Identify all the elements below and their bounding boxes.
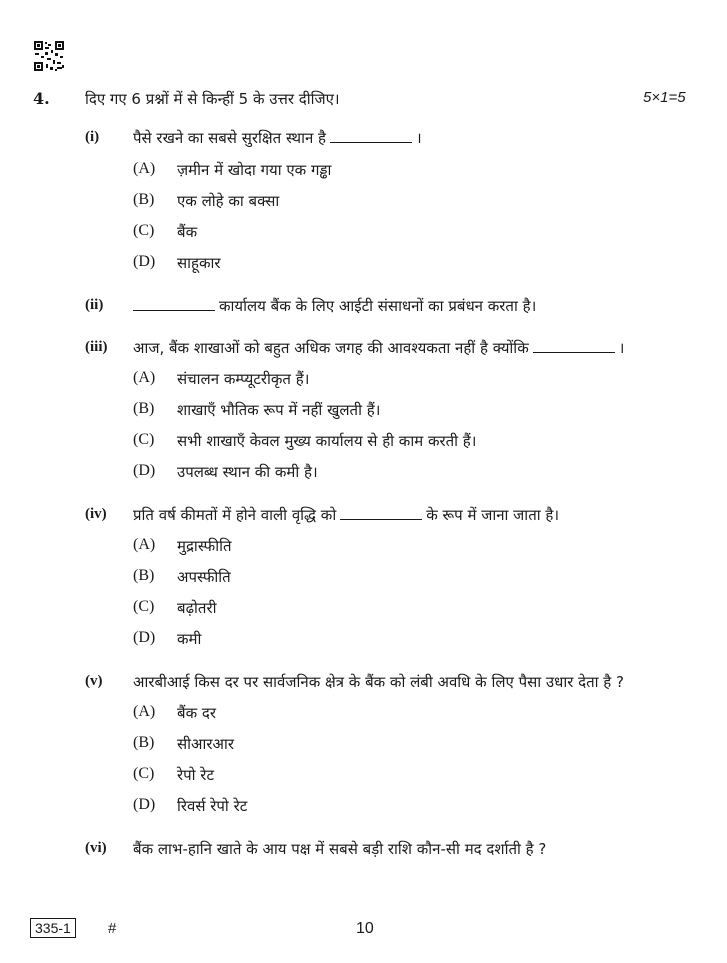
item-stem-i: पैसे रखने का सबसे सुरक्षित स्थान है । (133, 129, 422, 147)
option-text: बैंक (177, 223, 198, 241)
question-instruction: दिए गए 6 प्रश्नों में से किन्हीं 5 के उत्तर दीजिए। (85, 90, 340, 108)
marks: 5×1=5 (643, 89, 686, 106)
item-label-iii: (iii) (85, 339, 108, 355)
option-text: सीआरआर (177, 735, 234, 753)
option-text: साहूकार (177, 254, 221, 272)
option-key: (D) (133, 253, 156, 270)
option-key: (A) (133, 703, 156, 720)
option-key: (D) (133, 796, 156, 813)
option-key: (B) (133, 191, 155, 208)
option-text: उपलब्ध स्थान की कमी है। (177, 463, 318, 481)
item-label-iv: (iv) (85, 506, 107, 522)
footer-hash: # (108, 920, 117, 937)
answer-blank (533, 351, 615, 353)
option-text: अपस्फीति (177, 568, 231, 586)
option-text: रिवर्स रेपो रेट (177, 797, 248, 815)
option-key: (A) (133, 369, 156, 386)
option-text: शाखाएँ भौतिक रूप में नहीं खुलती हैं। (177, 401, 381, 419)
option-text: एक लोहे का बक्सा (177, 192, 280, 210)
item-stem-ii: कार्यालय बैंक के लिए आईटी संसाधनों का प्रबंधन करता है। (133, 296, 536, 316)
option-text: संचालन कम्प्यूटरीकृत हैं। (177, 370, 310, 388)
option-key: (A) (133, 536, 156, 553)
option-key: (D) (133, 629, 156, 646)
qr-code-icon (33, 40, 65, 72)
item-label-i: (i) (85, 129, 100, 145)
option-key: (A) (133, 160, 156, 177)
option-text: सभी शाखाएँ केवल मुख्य कार्यालय से ही काम करती हैं। (177, 432, 477, 450)
item-label-v: (v) (85, 673, 103, 689)
option-key: (B) (133, 400, 155, 417)
answer-blank (340, 518, 422, 520)
option-key: (B) (133, 734, 155, 751)
item-stem-v: आरबीआई किस दर पर सार्वजनिक क्षेत्र के बैंक को लंबी अवधि के लिए पैसा उधार देता है ? (133, 673, 624, 691)
paper-code: 335-1 (30, 918, 76, 938)
item-stem-vi: बैंक लाभ-हानि खाते के आय पक्ष में सबसे बड़ी राशि कौन-सी मद दर्शाती है ? (133, 840, 547, 858)
option-key: (B) (133, 567, 155, 584)
answer-blank (330, 141, 412, 143)
item-label-vi: (vi) (85, 840, 107, 856)
option-key: (C) (133, 765, 155, 782)
option-text: बढ़ोतरी (177, 599, 217, 617)
option-text: बैंक दर (177, 704, 216, 722)
option-key: (D) (133, 462, 156, 479)
option-text: मुद्रास्फीति (177, 537, 232, 555)
item-stem-iv: प्रति वर्ष कीमतों में होने वाली वृद्धि को के रूप में जाना जाता है। (133, 506, 560, 524)
option-text: ज़मीन में खोदा गया एक गड्ढा (177, 161, 332, 179)
answer-blank (133, 309, 215, 311)
option-text: कमी (177, 630, 202, 648)
option-key: (C) (133, 598, 155, 615)
item-label-ii: (ii) (85, 297, 104, 313)
option-key: (C) (133, 431, 155, 448)
option-text: रेपो रेट (177, 766, 215, 784)
item-stem-iii: आज, बैंक शाखाओं को बहुत अधिक जगह की आवश्यकता नहीं है क्योंकि । (133, 339, 625, 357)
option-key: (C) (133, 222, 155, 239)
question-number: 4. (33, 89, 50, 108)
page-number: 10 (356, 920, 374, 937)
